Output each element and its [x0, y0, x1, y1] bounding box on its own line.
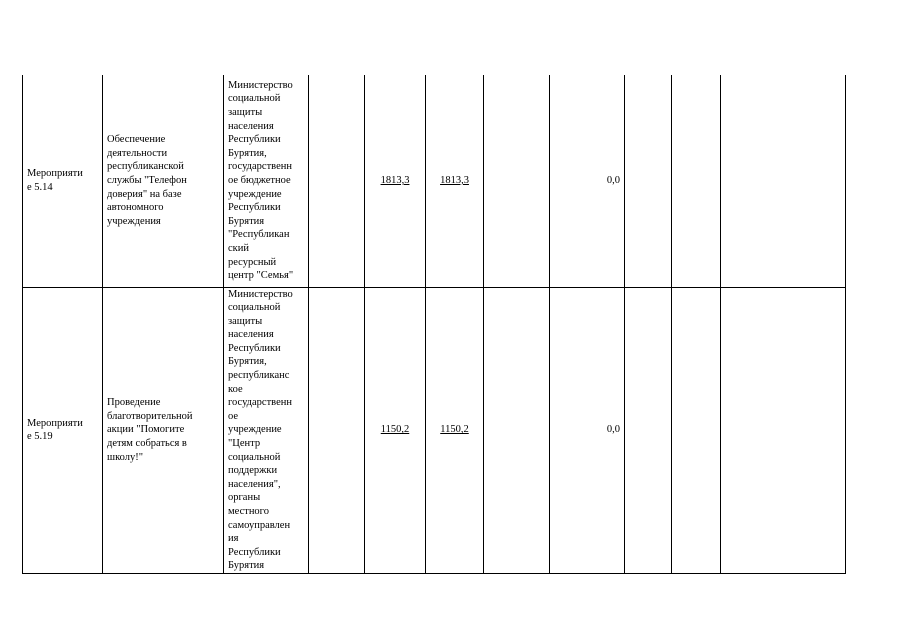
empty-cell	[309, 75, 365, 287]
activity-executor: Министерство социальной защиты населения Республики Бурятия, республиканс кое государственн ое учреждение "Центр социальной поддержки населения", органы местного самоуправлен ия Республики Бурятия	[224, 287, 309, 573]
amount-link[interactable]: 1813,3	[380, 174, 410, 186]
amount-cell	[426, 75, 484, 287]
value-cell: 0,0	[550, 287, 625, 573]
table-row	[23, 75, 846, 287]
table-row	[23, 287, 846, 573]
amount-link[interactable]: 1150,2	[440, 424, 469, 436]
empty-cell	[484, 287, 550, 573]
amount-link[interactable]: 1150,2	[380, 424, 410, 436]
empty-cell	[484, 75, 550, 287]
activity-name: Обеспечение деятельности республиканской службы "Телефон доверия" на базе автономного учреждения	[103, 75, 224, 287]
empty-cell	[721, 287, 846, 573]
amount-link[interactable]: 1813,3	[440, 174, 469, 186]
empty-cell	[672, 287, 721, 573]
amount-cell	[365, 287, 426, 573]
activity-id: Мероприяти е 5.19	[23, 287, 103, 573]
amount-cell	[365, 75, 426, 287]
amount-cell	[426, 287, 484, 573]
value-cell: 0,0	[550, 75, 625, 287]
empty-cell	[309, 287, 365, 573]
empty-cell	[721, 75, 846, 287]
empty-cell	[672, 75, 721, 287]
activity-executor: Министерство социальной защиты населения Республики Бурятия, государственн ое бюджетное учреждение Республики Бурятия "Республикан ский ресурсный центр "Семья"	[224, 75, 309, 287]
activity-id: Мероприяти е 5.14	[23, 75, 103, 287]
budget-table	[22, 75, 846, 574]
empty-cell	[625, 287, 672, 573]
activity-name: Проведение благотворительной акции "Помогите детям собраться в школу!"	[103, 287, 224, 573]
empty-cell	[625, 75, 672, 287]
